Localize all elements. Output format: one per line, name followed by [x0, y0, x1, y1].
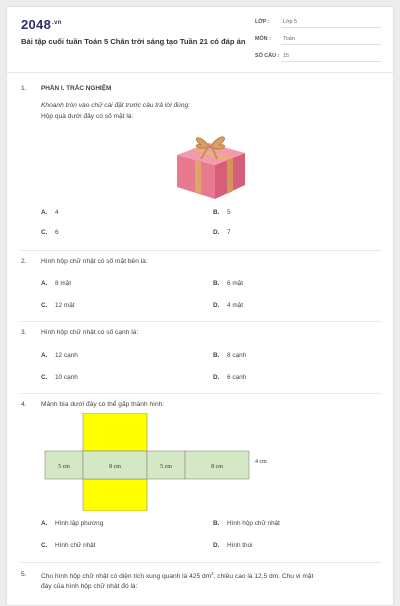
option-c[interactable]: C. Hình chữ nhật	[41, 542, 96, 549]
option-d[interactable]: D. Hình thoi	[213, 542, 253, 549]
question-number: 3.	[21, 329, 27, 336]
net-label: 4 cm	[255, 459, 267, 465]
question-text: Hình hộp chữ nhật có số cạnh là:	[41, 329, 139, 336]
option-d[interactable]: D. 6 cạnh	[213, 374, 247, 381]
option-b[interactable]: B. Hình hộp chữ nhật	[213, 520, 280, 527]
option-b[interactable]: B. 6 mặt	[213, 280, 243, 287]
question-text-continued: đáy của hình hộp chữ nhật đó là:	[41, 583, 138, 590]
document-page	[6, 6, 394, 606]
net-label: 5 cm	[58, 464, 70, 470]
option-a[interactable]: A. 4	[41, 209, 59, 216]
gift-box-image	[165, 125, 255, 201]
net-label: 8 cm	[211, 464, 223, 470]
box-net-diagram	[43, 413, 373, 511]
question-number: 5.	[21, 571, 27, 578]
document-header: $2048^{.vn}$ Bài tập cuối tuần Toán 5 Chân trời sáng tạo Tuần 21 có đáp án LỚP : Lớp 5 MÔN : Toán SỐ CÂU : 15	[7, 7, 393, 73]
question-text: Hình hộp chữ nhật có số mặt bên là:	[41, 258, 148, 265]
option-c[interactable]: C. 12 mặt	[41, 302, 75, 309]
question-number: 4.	[21, 401, 27, 408]
site-logo[interactable]: $2048^{.vn}$	[21, 17, 62, 32]
question-number: 1.	[21, 85, 27, 92]
option-b[interactable]: B. 8 cạnh	[213, 352, 247, 359]
question-text: Mảnh bìa dưới đây có thể gấp thành hình:	[41, 401, 165, 408]
option-d[interactable]: D. 7	[213, 229, 231, 236]
option-c[interactable]: C. 10 cạnh	[41, 374, 78, 381]
question-text: Cho hình hộp chữ nhật có diện tích xung quanh là 425 $dm^2$, chiều cao là 12,5 dm. Chu vi mặt	[41, 571, 314, 581]
option-b[interactable]: B. 5	[213, 209, 231, 216]
option-a[interactable]: A. 12 cạnh	[41, 352, 78, 359]
net-label: 5 cm	[160, 464, 172, 470]
net-label: 8 cm	[109, 464, 121, 470]
option-d[interactable]: D. 4 mặt	[213, 302, 243, 309]
instruction-text: Khoanh tròn vào chữ cái đặt trước câu trả lời đúng:	[41, 102, 191, 109]
question-number: 2.	[21, 258, 27, 265]
option-a[interactable]: A. Hình lập phương	[41, 520, 104, 527]
option-c[interactable]: C. 6	[41, 229, 59, 236]
document-title: Bài tập cuối tuần Toán 5 Chân trời sáng tạo Tuần 21 có đáp án	[21, 37, 246, 46]
section-title: PHẦN I. TRẮC NGHIỆM	[41, 85, 112, 92]
question-text: Hộp quà dưới đây có số mặt là:	[41, 113, 134, 120]
option-a[interactable]: A. 8 mặt	[41, 280, 71, 287]
